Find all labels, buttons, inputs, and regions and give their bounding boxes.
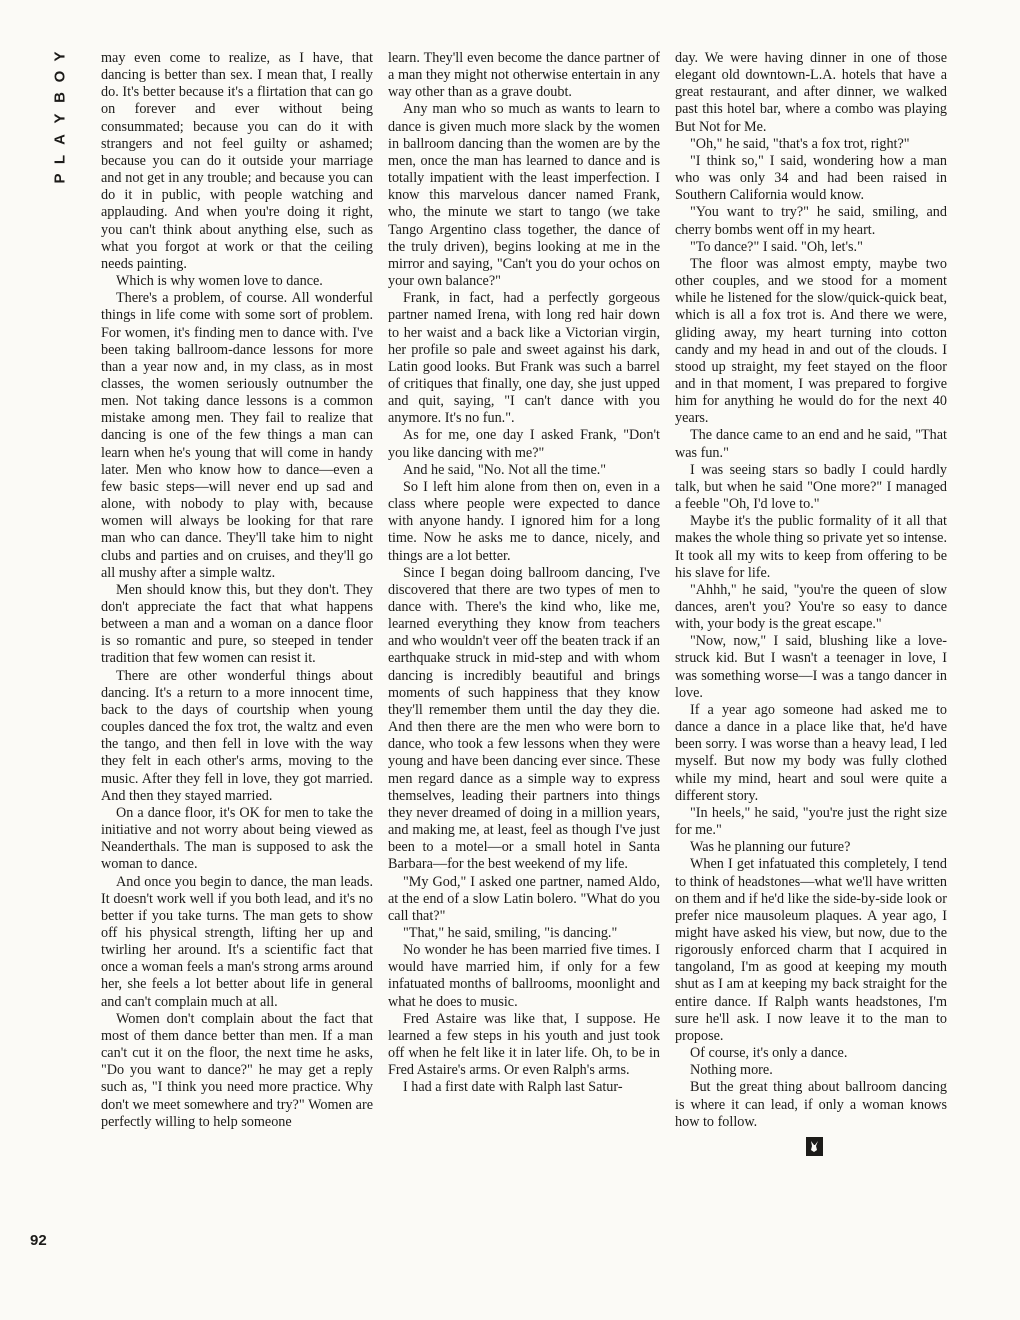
running-head-letter: O bbox=[51, 70, 69, 83]
article-paragraph: Since I began doing ballroom dancing, I've discovered that there are two types of men to dance with. There's the kind who, like me, learned everything they know from teachers and who wouldn't veer off the beaten track if an earthquake struck in mid-step and with whom dancing is incredibly beautiful and brings moments of such happiness that they know they'll remember them until the day they die. And then there are the men who were born to dance, who took a few lessons when they were young and have been dancing ever since. These men regard dance as a simple way to express themselves, leading their partners into things they never dreamed of doing in a million years, and making me, at least, feel as though I've just been to a motel—or a small hotel in Santa Barbara—for the best weekend of my life. bbox=[388, 564, 660, 873]
article-paragraph: "That," he said, smiling, "is dancing." bbox=[403, 924, 618, 941]
running-head-letter: L bbox=[51, 154, 69, 165]
article-paragraph: "I think so," I said, wondering how a man who was only 34 and had been raised in Southern California would know. bbox=[675, 152, 947, 204]
article-paragraph: If a year ago someone had asked me to dance a dance in a place like that, he'd have been sorry. I was worse than a heavy lead, I led myself. But now my body was fully clothed while my mind, heart and soul were quite a different story. bbox=[675, 701, 947, 804]
article-paragraph: When I get infatuated this completely, I tend to think of headstones—what we'll have written on them and if he'd like the side-by-side look or prefer nice mausoleum plaques. A year ago, I might have asked his view, but now, due to the rigorously enforced charm that I acquired in tangoland, I'm as good at keeping my mouth shut as I am at keeping my back straight for the entire dance. If Ralph wants headstones, I'm sure he'll ask. I now leave it to the man to propose. bbox=[675, 856, 947, 1044]
article-paragraph: Which is why women love to dance. bbox=[116, 273, 323, 290]
running-head-letter: Y bbox=[51, 113, 69, 124]
article-column-1 bbox=[101, 50, 373, 1131]
article-paragraph: Men should know this, but they don't. They don't appreciate the fact that what happens between a man and a woman on a dance floor is so romantic and pure, so steeped in tender tradition that few women can resist it. bbox=[101, 581, 373, 667]
article-paragraph: Of course, it's only a dance. bbox=[690, 1045, 848, 1062]
article-paragraph: There are other wonderful things about dancing. It's a return to a more innocent time, back to the days of courtship when young couples danced the fox trot, the waltz and even the tango, and then fell in love with the way they felt in each other's arms, moving to the music. After they fell in love, they got married. And then they stayed married. bbox=[101, 667, 373, 804]
article-paragraph: may even come to realize, as I have, that dancing is better than sex. I mean that, I really do. It's better because it's a flirtation that can go on forever and ever without being consummated; because you can do it with strangers and not feel guilty or ashamed; because you can do it outside your marriage and not get in any trouble; and because you can do it in public, with people watching and applauding. And when you're doing it right, you can't think about anything else, such as what you forgot at work or that the ceiling needs painting. bbox=[101, 50, 373, 272]
article-paragraph: "Ahhh," he said, "you're the queen of slow dances, aren't you? You're so easy to dance with, your body is the great escape." bbox=[675, 581, 947, 633]
article-paragraph: Maybe it's the public formality of it all that makes the whole thing so private yet so intense. It took all my wits to keep from offering to be his slave for life. bbox=[675, 513, 947, 581]
article-paragraph: The floor was almost empty, maybe two other couples, and we stood for a moment while he listened for the slow/quick-quick beat, which is all a fox trot is. And there we were, gliding away, my heart turning into cotton candy and my head in and out of the clouds. I stood up straight, my feet stayed on the floor and in that moment, I was prepared to forgive him for anything he would do for the next 40 years. bbox=[675, 255, 947, 427]
article-paragraph: "You want to try?" he said, smiling, and cherry bombs went off in my heart. bbox=[675, 204, 947, 238]
article-paragraph: On a dance floor, it's OK for men to take the initiative and not worry about being viewed as Neanderthals. The man is supposed to ask the woman to dance. bbox=[101, 804, 373, 873]
end-mark-row bbox=[675, 1133, 947, 1156]
article-paragraph: I had a first date with Ralph last Satur- bbox=[403, 1079, 623, 1096]
article-paragraph: Women don't complain about the fact that most of them dance better than men. If a man can't cut it on the floor, the next time he asks, "Do you want to dance?" he may get a reply such as, "I think you need more practice. Why don't we meet somewhere and try?" Women are perfectly willing to help someone bbox=[101, 1010, 373, 1130]
article-paragraph: Nothing more. bbox=[690, 1062, 773, 1079]
article-paragraph: The dance came to an end and he said, "That was fun." bbox=[675, 427, 947, 461]
article-paragraph: So I left him alone from then on, even in a class where people were expected to dance with anyone handy. I ignored him for a long time. Now he asks me to dance, nicely, and things are a lot better. bbox=[388, 478, 660, 564]
article-paragraph: "To dance?" I said. "Oh, let's." bbox=[690, 238, 863, 255]
article-paragraph: But the great thing about ballroom dancing is where it can lead, if only a woman knows how to follow. bbox=[675, 1079, 947, 1130]
article-paragraph: As for me, one day I asked Frank, "Don't you like dancing with me?" bbox=[388, 427, 660, 461]
running-head-letter: P bbox=[51, 173, 69, 184]
article-paragraph: "In heels," he said, "you're just the right size for me." bbox=[675, 804, 947, 839]
article-paragraph: Frank, in fact, had a perfectly gorgeous partner named Irena, with long red hair down to her waist and a back like a Victorian virgin, her profile so pale and sweet against his dark, Latin good looks. But Frank was such a barrel of critiques that finally, one day, she just upped and quit, saying, "I can't dance with you anymore. It's no fun.". bbox=[388, 290, 660, 427]
article-paragraph: There's a problem, of course. All wonderful things in life come with some sort of problem. For women, it's finding men to dance with. I've been taking ballroom-dance lessons for more than a year now and, in my class, as in most classes, the women seriously outnumber the men. Not taking dance lessons is a common mistake among men. They fail to realize that dancing is one of the few things a man can learn when he's young that will come in handy later. Men who know how to dance—even a few basic steps—will never end up sad and alone, with nobody to play with, because women will always be looking for that rare man who can dance. They'll take him to night clubs and parties and on cruises, and they'll go all mushy after a simple waltz. bbox=[101, 290, 373, 581]
running-head-letter: A bbox=[51, 134, 69, 145]
page-number: 92 bbox=[30, 1232, 47, 1249]
running-head-letter: Y bbox=[51, 51, 69, 62]
article-paragraph: Was he planning our future? bbox=[690, 839, 851, 856]
article-paragraph: And he said, "No. Not all the time." bbox=[403, 461, 607, 478]
article-paragraph: "My God," I asked one partner, named Aldo, at the end of a slow Latin bolero. "What do you call that?" bbox=[388, 873, 660, 924]
article-paragraph: Fred Astaire was like that, I suppose. He learned a few steps in his youth and just took off when he felt like it in later life. Oh, to be in Fred Astaire's arms. Or even Ralph's arms. bbox=[388, 1010, 660, 1079]
article-paragraph: No wonder he has been married five times. I would have married him, if only for a few infatuated months of ballrooms, moonlight and what he does to music. bbox=[388, 942, 660, 1010]
running-head-letter: B bbox=[51, 92, 69, 103]
article-paragraph: "Now, now," I said, blushing like a love-struck kid. But I wasn't a teenager in love, I was something worse—I was a tango dancer in love. bbox=[675, 633, 947, 701]
running-head-magazine bbox=[46, 46, 74, 186]
article-paragraph: learn. They'll even become the dance partner of a man they might not otherwise entertain in any way other than as a grave doubt. bbox=[388, 50, 660, 101]
article-paragraph: Any man who so much as wants to learn to dance is given much more slack by the women in ballroom dancing than the women are by the men, once the man has learned to dance and is totally impatient with the least imperfection. I know this marvelous dancer named Frank, who, the minute we start to tango (we take Tango Argentino class together, the dance of the truly driven), begins looking at me in the mirror and saying, "Can't you do your ochos on your own balance?" bbox=[388, 101, 660, 290]
playboy-rabbit-icon bbox=[806, 1137, 823, 1156]
article-paragraph: day. We were having dinner in one of those elegant old downtown-L.A. hotels that have a great restaurant, and after dinner, we walked past this hotel bar, where a combo was playing But Not for Me. bbox=[675, 50, 947, 135]
article-paragraph: And once you begin to dance, the man leads. It doesn't work well if you both lead, and it's no better if you take turns. The man gets to show off his physical strength, lifting her up and twirling her around. It's a scientific fact that once a woman feels a man's strong arms around her, she feels a lot better about life in general and can't complain much at all. bbox=[101, 873, 373, 1010]
article-column-2 bbox=[388, 50, 660, 1097]
article-column-3 bbox=[675, 50, 947, 1156]
article-paragraph: I was seeing stars so badly I could hardly talk, but when he said "One more?" I managed a feeble "Oh, I'd love to." bbox=[675, 461, 947, 513]
article-paragraph: "Oh," he said, "that's a fox trot, right?" bbox=[690, 135, 910, 152]
